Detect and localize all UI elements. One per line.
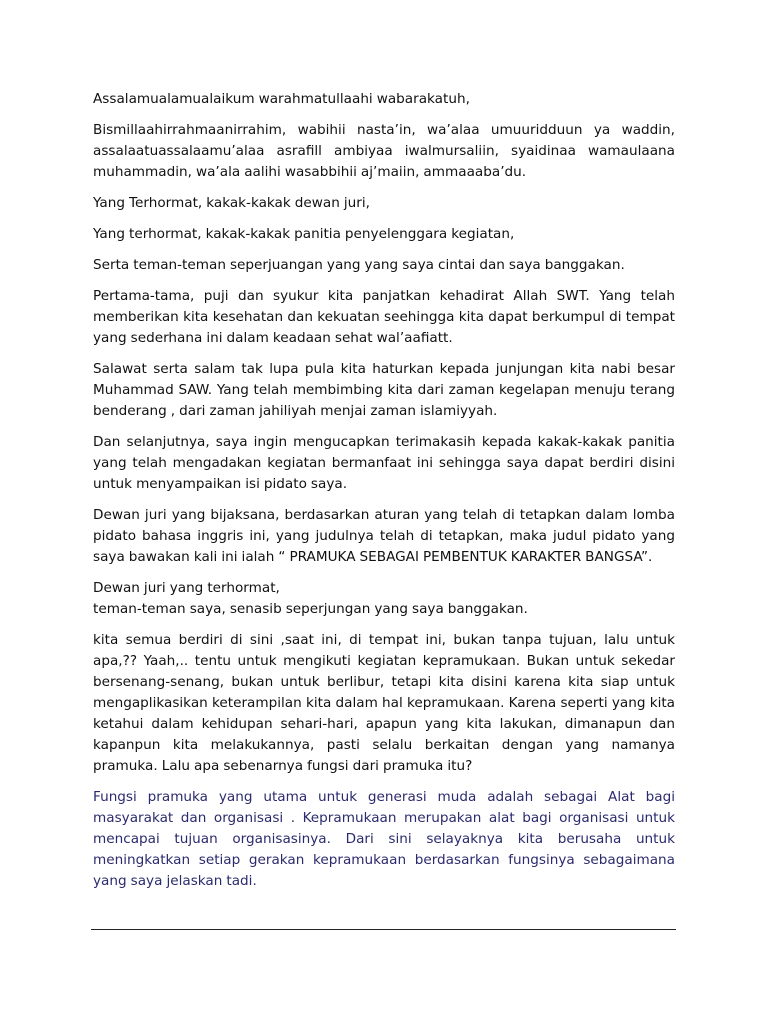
salutation-committee-paragraph: Yang terhormat, kakak-kakak panitia penyelenggara kegiatan, <box>93 226 515 242</box>
greeting-paragraph: Assalamualamualaikum warahmatullaahi wabarakatuh, <box>93 91 470 107</box>
closing-function-paragraph: Fungsi pramuka yang utama untuk generasi muda adalah sebagai Alat bagi masyarakat dan organisasi . Kepramukaan merupakan alat bagi organisasi untuk mencapai tujuan organisasinya. Dari sini selayaknya kita berusaha untuk meningkatkan setiap gerakan kepramukaan berdasarkan fungsinya sebagaimana yang saya jelaskan tadi. <box>93 789 675 889</box>
title-intro-paragraph: Dewan juri yang bijaksana, berdasarkan aturan yang telah di tetapkan dalam lomba pidato bahasa inggris ini, yang judulnya telah di tetapkan, maka judul pidato yang saya bawakan kali ini ialah “ PRAMUKA SEBAGAI PEMBENTUK KARAKTER BANGSA”. <box>93 507 675 565</box>
thanks-paragraph: Dan selanjutnya, saya ingin mengucapkan terimakasih kepada kakak-kakak panitia yang telah mengadakan kegiatan bermanfaat ini sehingga saya dapat berdiri disini untuk menyampaikan isi pidato saya. <box>93 434 675 492</box>
address-line-friends: teman-teman saya, senasib seperjungan yang saya banggakan. <box>93 601 528 617</box>
document-page <box>93 89 675 892</box>
opening-prayer-paragraph: Bismillaahirrahmaanirrahim, wabihii nasta’in, wa’alaa umuuridduun ya waddin, assalaatuassalaamu’alaa asrafill ambiyaa iwalmursaliin, syaidinaa wamaulaana muhammadin, wa’ala aalihi wasabbihii aj’maiin, ammaaaba’du. <box>93 122 675 180</box>
body-paragraph: kita semua berdiri di sini ,saat ini, di tempat ini, bukan tanpa tujuan, lalu untuk apa,?? Yaah,.. tentu untuk mengikuti kegiatan kepramukaan. Bukan untuk sekedar bersenang-senang, bukan untuk berlibur, tetapi kita disini karena kita siap untuk mengaplikasikan keterampilan kita dalam hal kepramukaan. Karena seperti yang kita ketahui dalam kehidupan sehari-hari, apapun yang kita lakukan, dimanapun dan kapanpun kita melakukannya, pasti selalu berkaitan dengan yang namanya pramuka. Lalu apa sebenarnya fungsi dari pramuka itu? <box>93 632 675 774</box>
gratitude-paragraph: Pertama-tama, puji dan syukur kita panjatkan kehadirat Allah SWT. Yang telah memberikan kita kesehatan dan kekuatan seehingga kita dapat berkumpul di tempat yang sederhana ini dalam keadaan sehat wal’aafiatt. <box>93 288 675 346</box>
salutation-jury-paragraph: Yang Terhormat, kakak-kakak dewan juri, <box>93 195 370 211</box>
address-line-jury: Dewan juri yang terhormat, <box>93 580 280 596</box>
horizontal-rule <box>91 929 676 930</box>
address-paragraph <box>93 578 675 620</box>
salawat-paragraph: Salawat serta salam tak lupa pula kita haturkan kepada junjungan kita nabi besar Muhammad SAW. Yang telah membimbing kita dari zaman kegelapan menuju terang benderang , dari zaman jahiliyah menjai zaman islamiyyah. <box>93 361 675 419</box>
salutation-friends-paragraph: Serta teman-teman seperjuangan yang yang saya cintai dan saya banggakan. <box>93 257 625 273</box>
